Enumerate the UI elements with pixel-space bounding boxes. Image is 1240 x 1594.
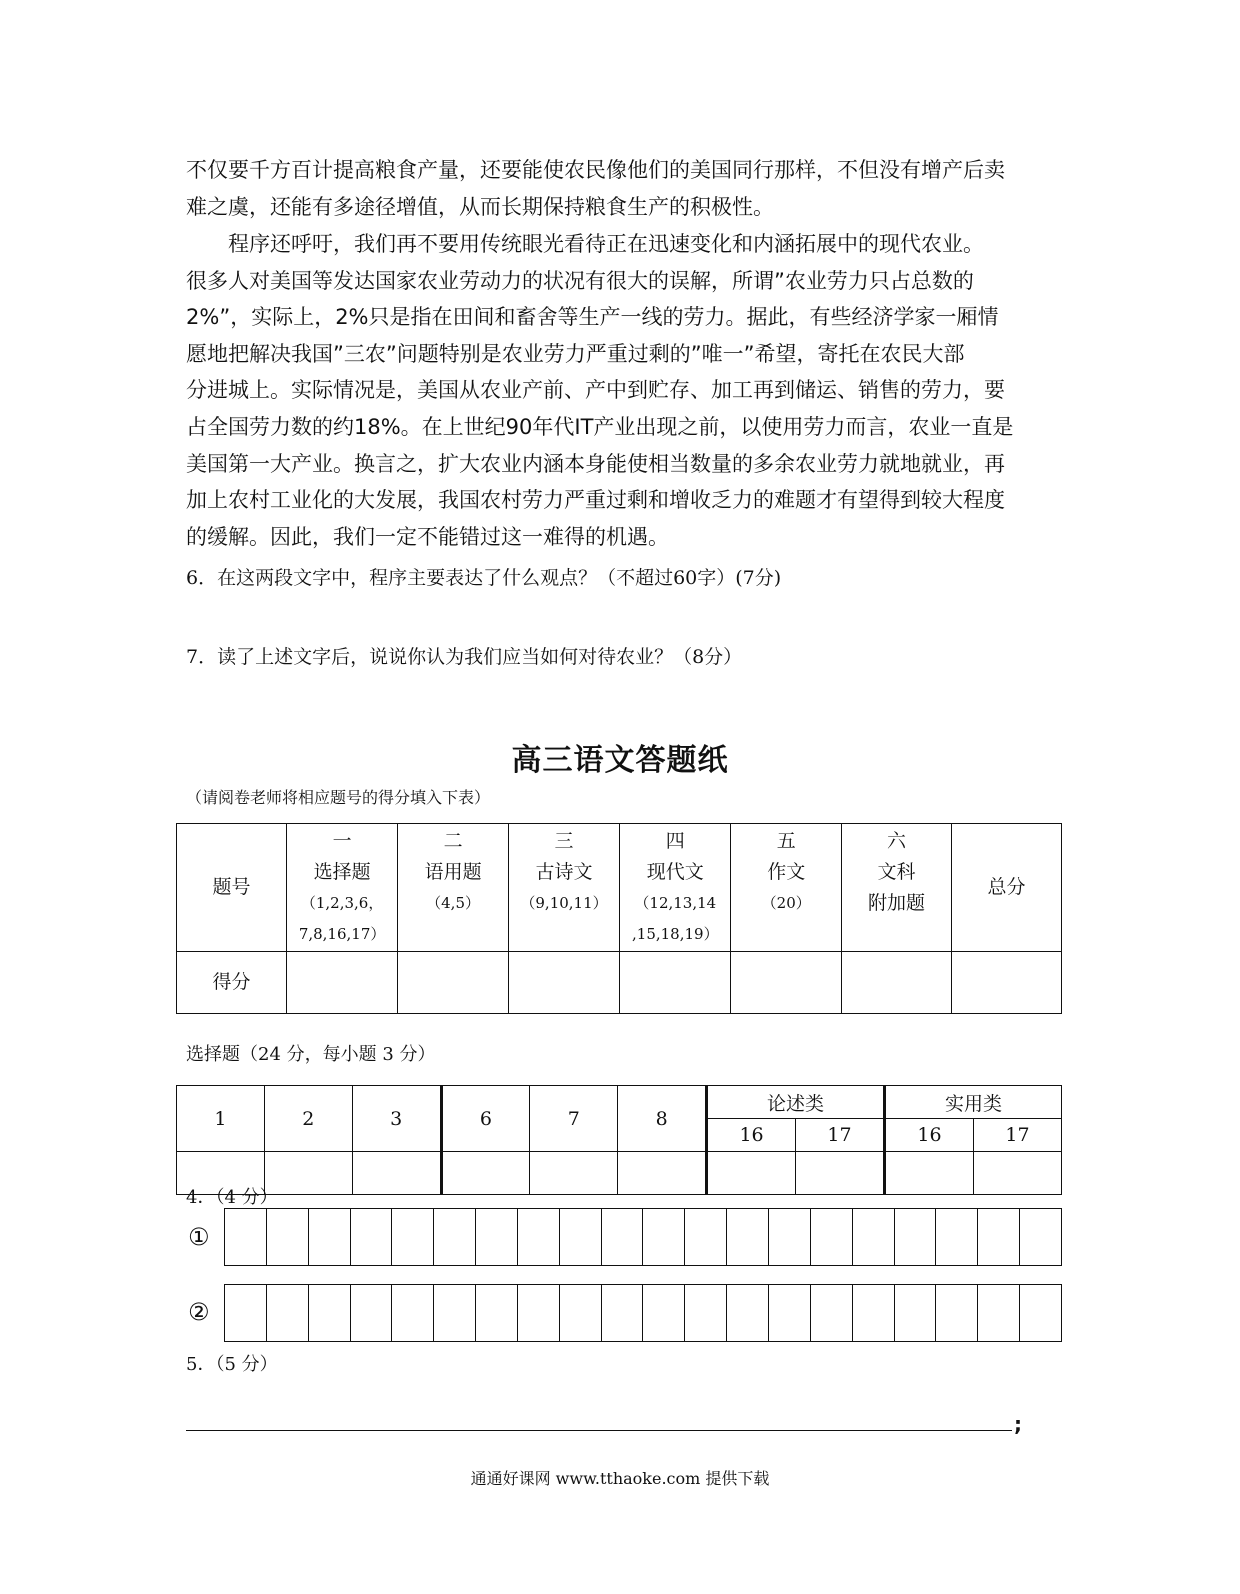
mc-number: 16 (707, 1119, 796, 1152)
grid-cell[interactable] (225, 1285, 266, 1341)
row-label-number: 题号 (177, 824, 287, 952)
grid-cell[interactable] (1019, 1209, 1061, 1265)
grid-cell[interactable] (977, 1285, 1019, 1341)
column-number: 六 (886, 829, 906, 852)
grid-cell[interactable] (935, 1285, 977, 1341)
grid-cell[interactable] (559, 1209, 601, 1265)
mc-section-label: 选择题（24 分，每小题 3 分） (186, 1044, 436, 1065)
grid-cell[interactable] (475, 1285, 517, 1341)
score-cell[interactable] (398, 952, 509, 1014)
column-number: 二 (443, 829, 463, 852)
column-detail: ,15,18,19） (632, 924, 719, 943)
mc-number: 16 (885, 1119, 974, 1152)
grid-cell[interactable] (266, 1285, 308, 1341)
mc-number: 7 (530, 1086, 618, 1152)
column-name: 现代文 (646, 860, 704, 883)
mc-number: 3 (352, 1086, 441, 1152)
grid-cell[interactable] (517, 1209, 559, 1265)
passage-line: 2%”，实际上，2%只是指在田间和畜舍等生产一线的劳力。据此，有些经济学家一厢情 (186, 305, 999, 330)
column-detail (398, 919, 508, 950)
column-name: 选择题 (313, 860, 371, 883)
grid-cell[interactable] (726, 1285, 768, 1341)
answer-sheet-title: 高三语文答题纸 (511, 743, 729, 778)
grid-cell[interactable] (894, 1285, 936, 1341)
mc-number: 17 (973, 1119, 1061, 1152)
score-column-4 (620, 824, 731, 952)
grid-cell[interactable] (601, 1285, 643, 1341)
mc-group-label: 论述类 (707, 1086, 885, 1119)
grid-cell[interactable] (726, 1209, 768, 1265)
grid-cell[interactable] (768, 1285, 810, 1341)
question-6: 6．在这两段文字中，程序主要表达了什么观点？（不超过60字）(7分) (186, 567, 782, 589)
passage-line: 愿地把解决我国”三农”问题特别是农业劳力严重过剩的”唯一”希望，寄托在农民大部 (186, 341, 965, 366)
mc-answer-cell[interactable] (707, 1152, 796, 1195)
column-detail (731, 919, 841, 950)
mc-answer-cell[interactable] (973, 1152, 1061, 1195)
score-cell[interactable] (286, 952, 397, 1014)
passage-line: 很多人对美国等发达国家农业劳动力的状况有很大的误解，所谓”农业劳力只占总数的 (186, 268, 974, 293)
column-detail: （9,10,11） (520, 893, 608, 912)
grid-cell[interactable] (1019, 1285, 1061, 1341)
column-detail (509, 919, 619, 950)
column-detail: 附加题 (867, 891, 925, 914)
score-cell[interactable] (508, 952, 619, 1014)
grid-cell[interactable] (391, 1285, 433, 1341)
mc-number: 8 (618, 1086, 707, 1152)
passage-line: 占全国劳力数的约18%。在上世纪90年代IT产业出现之前，以使用劳力而言，农业一直是 (186, 414, 1014, 439)
question-4-label: 4．（4 分） (186, 1187, 278, 1208)
grid-cell[interactable] (266, 1209, 308, 1265)
answer-grid-2[interactable] (224, 1284, 1062, 1342)
score-column-2 (398, 824, 509, 952)
grid-cell[interactable] (852, 1285, 894, 1341)
column-name: 文科 (877, 860, 916, 883)
grid-cell[interactable] (810, 1285, 852, 1341)
grid-cell[interactable] (391, 1209, 433, 1265)
row-label-score: 得分 (177, 952, 287, 1014)
column-detail: 7,8,16,17） (298, 924, 386, 943)
score-cell[interactable] (842, 952, 952, 1014)
mc-number: 6 (441, 1086, 530, 1152)
grid-cell[interactable] (308, 1285, 350, 1341)
mc-number: 2 (264, 1086, 352, 1152)
column-detail: （4,5） (426, 893, 480, 912)
score-table (176, 823, 1062, 1014)
passage-line: 分进城上。实际情况是，美国从农业产前、产中到贮存、加工再到储运、销售的劳力，要 (186, 378, 1005, 403)
grid-cell[interactable] (433, 1209, 475, 1265)
score-cell[interactable] (731, 952, 842, 1014)
column-name: 作文 (767, 860, 806, 883)
score-column-1 (286, 824, 397, 952)
grid-cell[interactable] (852, 1209, 894, 1265)
grid-cell[interactable] (601, 1209, 643, 1265)
mc-answer-cell[interactable] (885, 1152, 974, 1195)
question-7: 7．读了上述文字后，说说你认为我们应当如何对待农业？（8分） (186, 646, 743, 668)
total-score-cell[interactable] (951, 952, 1061, 1014)
grid-cell[interactable] (475, 1209, 517, 1265)
column-detail: （20） (761, 893, 811, 912)
answer-line[interactable] (186, 1430, 1012, 1431)
mc-group-label: 实用类 (885, 1086, 1062, 1119)
grid-cell[interactable] (768, 1209, 810, 1265)
answer-line-end: ; (1014, 1412, 1022, 1436)
grid-cell[interactable] (684, 1285, 726, 1341)
score-column-3 (508, 824, 619, 952)
answer-mark-2: ② (188, 1298, 210, 1326)
mc-answer-cell[interactable] (530, 1152, 618, 1195)
column-name: 古诗文 (535, 860, 593, 883)
grid-cell[interactable] (225, 1209, 266, 1265)
mc-number: 1 (177, 1086, 265, 1152)
score-column-6 (842, 824, 952, 952)
column-number: 五 (776, 829, 796, 852)
question-5-label: 5．（5 分） (186, 1354, 278, 1375)
grid-cell[interactable] (559, 1285, 601, 1341)
column-detail (842, 919, 951, 950)
grid-cell[interactable] (433, 1285, 475, 1341)
column-detail: （12,13,14 (634, 893, 717, 912)
grid-cell[interactable] (935, 1209, 977, 1265)
grader-note: （请阅卷老师将相应题号的得分填入下表） (186, 788, 491, 807)
grid-cell[interactable] (894, 1209, 936, 1265)
grid-cell[interactable] (517, 1285, 559, 1341)
mc-answer-cell[interactable] (352, 1152, 441, 1195)
passage-line: 美国第一大产业。换言之，扩大农业内涵本身能使相当数量的多余农业劳力就地就业，再 (186, 451, 1005, 476)
grid-cell[interactable] (350, 1209, 392, 1265)
mc-answer-cell[interactable] (796, 1152, 885, 1195)
passage-line: 不仅要千方百计提高粮食产量，还要能使农民像他们的美国同行那样，不但没有增产后卖 (186, 158, 1005, 182)
grid-cell[interactable] (977, 1209, 1019, 1265)
grid-cell[interactable] (810, 1209, 852, 1265)
answer-mark-1: ① (188, 1223, 210, 1251)
score-cell[interactable] (620, 952, 731, 1014)
passage-line: 加上农村工业化的大发展，我国农村劳力严重过剩和增收乏力的难题才有望得到较大程度 (186, 488, 1005, 513)
score-column-5 (731, 824, 842, 952)
footer-source: 通通好课网 www.tthaoke.com 提供下载 (470, 1469, 770, 1488)
passage-line: 的缓解。因此，我们一定不能错过这一难得的机遇。 (186, 524, 669, 549)
grid-cell[interactable] (350, 1285, 392, 1341)
column-number: 一 (332, 829, 352, 852)
mc-answer-table (176, 1085, 1062, 1195)
grid-cell[interactable] (684, 1209, 726, 1265)
mc-number: 17 (796, 1119, 885, 1152)
grid-cell[interactable] (642, 1285, 684, 1341)
answer-grid-1[interactable] (224, 1208, 1062, 1266)
column-detail: （1,2,3,6， (300, 893, 384, 912)
passage-paragraph-1 (186, 152, 1036, 225)
total-label: 总分 (951, 824, 1061, 952)
passage-line: 难之虞，还能有多途径增值，从而长期保持粮食生产的积极性。 (186, 194, 774, 219)
mc-answer-cell[interactable] (618, 1152, 707, 1195)
column-name: 语用题 (424, 860, 482, 883)
passage-paragraph-2 (186, 226, 1036, 555)
column-number: 四 (665, 829, 685, 852)
column-number: 三 (554, 829, 574, 852)
mc-answer-cell[interactable] (441, 1152, 530, 1195)
passage-line: 程序还呼吁，我们再不要用传统眼光看待正在迅速变化和内涵拓展中的现代农业。 (186, 232, 984, 256)
grid-cell[interactable] (642, 1209, 684, 1265)
grid-cell[interactable] (308, 1209, 350, 1265)
